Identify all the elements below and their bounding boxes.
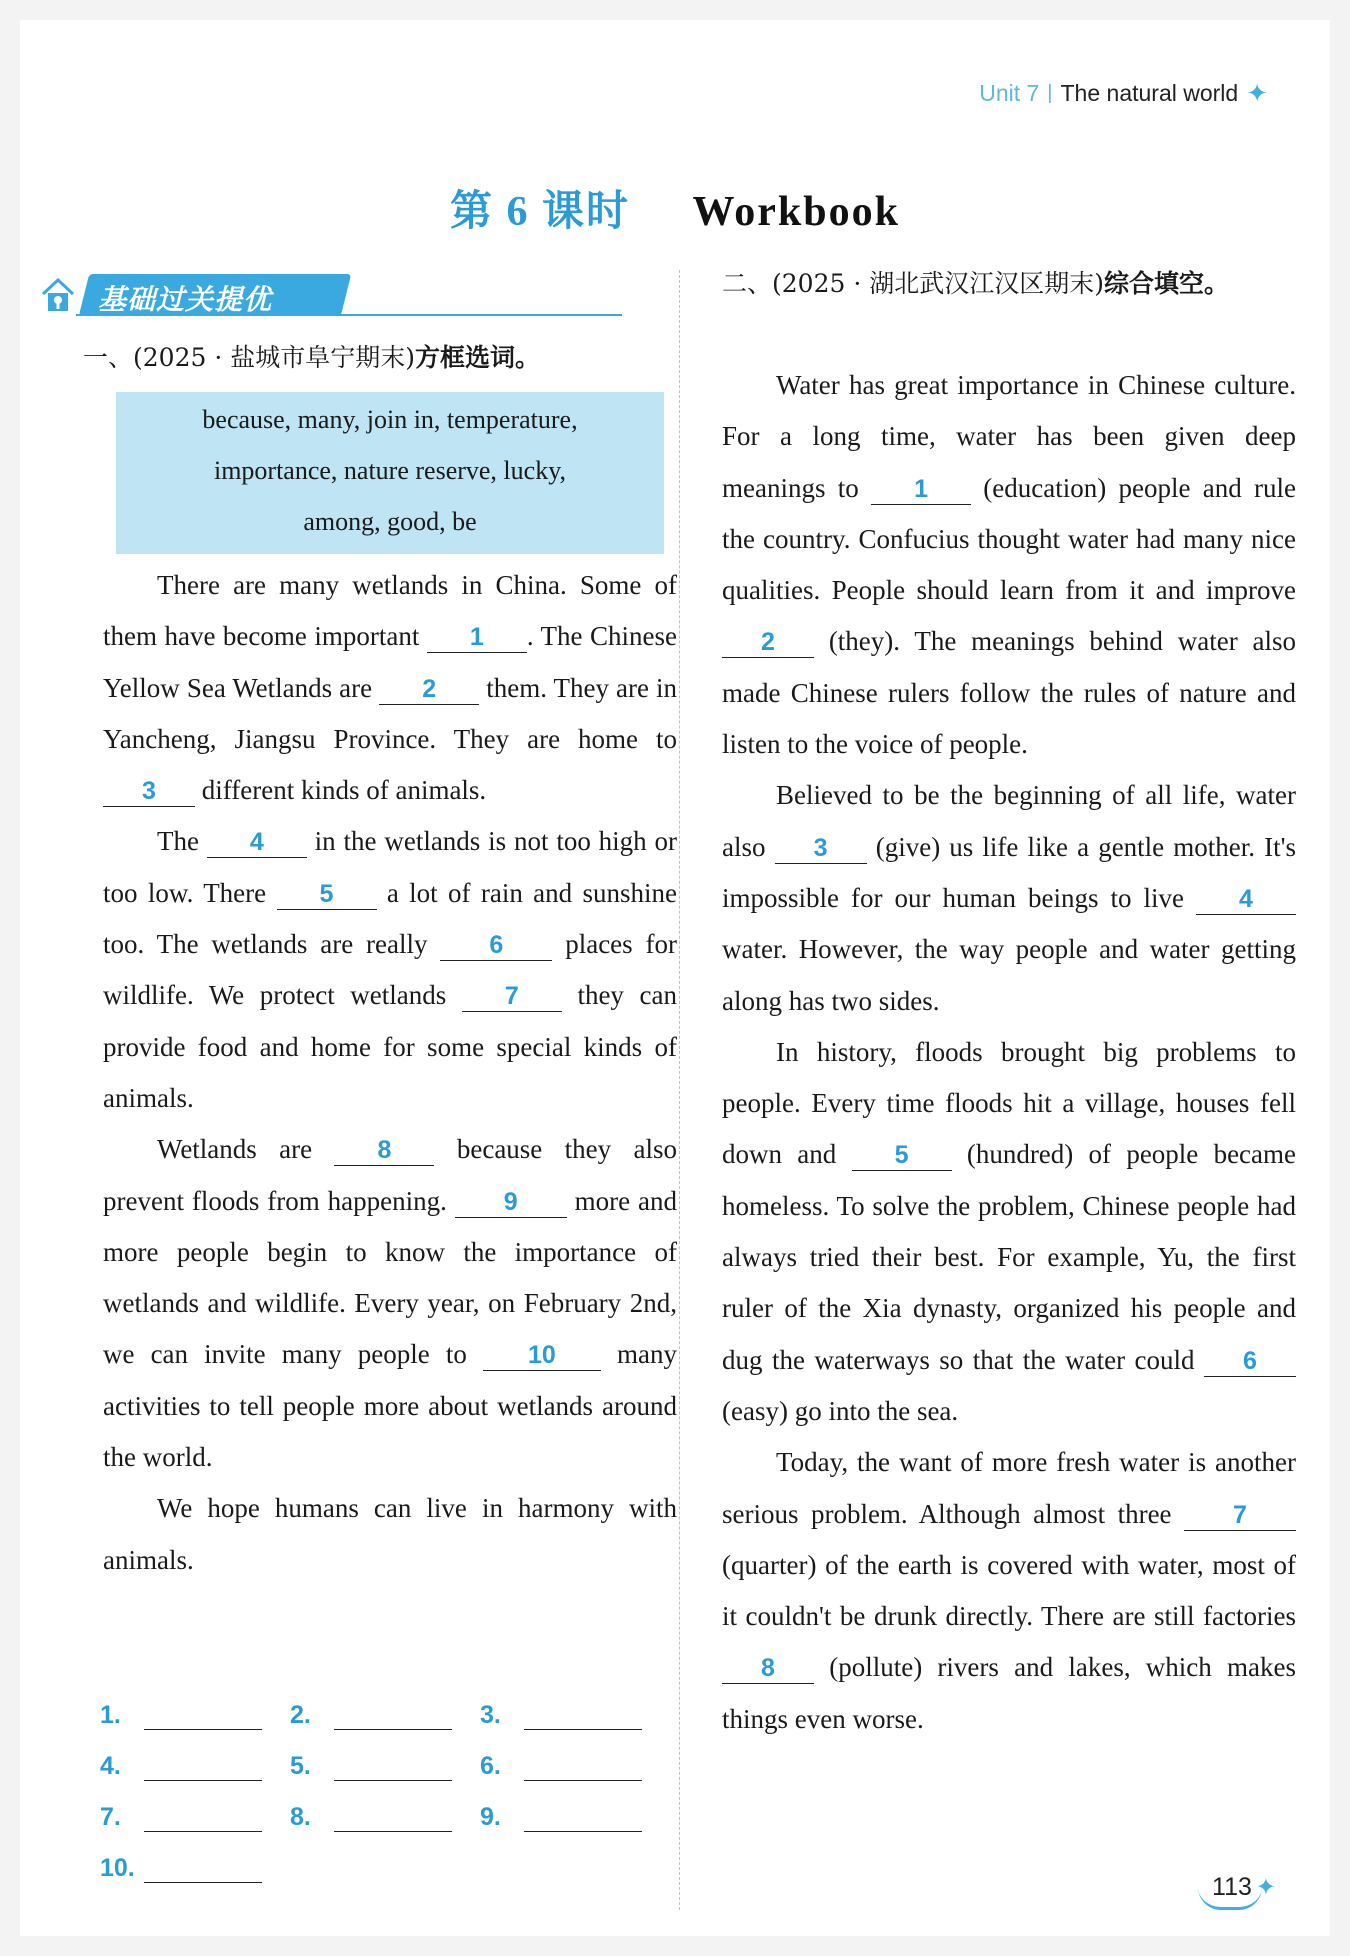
answer-blank[interactable] — [524, 1801, 642, 1832]
header-separator: | — [1047, 82, 1053, 104]
answer-number: 3. — [480, 1701, 501, 1729]
right-question-task: 综合填空。 — [1104, 269, 1230, 298]
answer-line — [100, 1696, 290, 1730]
sparkle-icon: ✦ — [1255, 1874, 1276, 1901]
blank-3[interactable]: 3 — [775, 833, 867, 864]
word-box-line: importance, nature reserve, lucky, — [213, 456, 567, 485]
page-number-text: 113 — [1212, 1873, 1252, 1901]
answer-blank[interactable] — [334, 1699, 452, 1730]
paragraph: The 4 in the wetlands is not too high or too low. There 5 a lot of rain and sunshine too. The wetlands are really 6 places for wildlife. We protect wetlands 7 they can provide food and home for some special kinds of animals. — [103, 826, 678, 1113]
answer-number: 5. — [290, 1752, 311, 1780]
blank-1[interactable]: 1 — [427, 622, 527, 653]
answer-line — [480, 1696, 670, 1730]
left-question-source: (2025 · 盐城市阜宁期末) — [133, 343, 415, 372]
blank-6[interactable]: 6 — [440, 930, 552, 961]
answer-blank[interactable] — [144, 1852, 262, 1883]
sparkle-icon: ✦ — [1246, 78, 1268, 108]
blank-5[interactable]: 5 — [277, 879, 377, 910]
word-box — [116, 392, 664, 554]
banner-label: 基础过关提优 — [98, 283, 273, 316]
house-icon — [40, 276, 76, 314]
blank-6[interactable]: 6 — [1204, 1346, 1296, 1377]
blank-5[interactable]: 5 — [852, 1140, 952, 1171]
paragraph: We hope humans can live in harmony with animals. — [103, 1493, 677, 1575]
left-question-task: 方框选词。 — [415, 343, 541, 372]
unit-label: Unit 7 — [979, 80, 1040, 106]
answer-line — [290, 1696, 480, 1730]
answer-line — [290, 1747, 480, 1781]
blank-7[interactable]: 7 — [1184, 1500, 1296, 1531]
answer-number: 6. — [480, 1752, 501, 1780]
answer-line — [100, 1849, 290, 1883]
paragraph: In history, floods brought big problems to people. Every time floods hit a village, houses fell down and 5 (hundred) of people became homeless. To solve the problem, Chinese people had always tried their best. For example, Yu, the first ruler of the Xia dynasty, organized his people and dug the waterways so that the water could 6 (easy) go into the sea. — [722, 1036, 1297, 1426]
left-passage — [103, 560, 677, 1586]
column-divider — [679, 270, 680, 1910]
answer-line — [290, 1798, 480, 1832]
lesson-name: Workbook — [692, 189, 900, 235]
answer-number: 1. — [100, 1701, 121, 1729]
word-box-line: because, many, join in, temperature, — [202, 405, 578, 434]
running-header — [979, 78, 1268, 109]
answer-number: 9. — [480, 1803, 501, 1831]
paragraph: Today, the want of more fresh water is another serious problem. Although almost three 7 (quarter) of the earth is covered with water, most of it couldn't be drunk directly. There are still factories 8 (pollute) rivers and lakes, which makes things even worse. — [722, 1447, 1296, 1734]
answer-blank[interactable] — [144, 1699, 262, 1730]
answer-line — [100, 1798, 290, 1832]
right-question-heading — [722, 264, 1302, 304]
answer-number: 10. — [100, 1854, 135, 1882]
blank-1[interactable]: 1 — [871, 474, 971, 505]
right-question-number: 二、 — [722, 269, 773, 298]
answer-blank[interactable] — [144, 1750, 262, 1781]
answer-number: 7. — [100, 1803, 121, 1831]
answer-blank[interactable] — [524, 1750, 642, 1781]
page-number — [1212, 1873, 1276, 1902]
blank-9[interactable]: 9 — [455, 1187, 567, 1218]
blank-4[interactable]: 4 — [207, 827, 307, 858]
answer-blank[interactable] — [334, 1801, 452, 1832]
right-question-source: (2025 · 湖北武汉江汉区期末) — [772, 269, 1104, 298]
paragraph: Water has great importance in Chinese culture. For a long time, water has been given deep meanings to 1 (education) people and rule the country. Confucius thought water had many nice qualities. People should learn from it and improve 2 (they). The meanings behind water also made Chinese rulers follow the rules of nature and listen to the voice of people. — [722, 370, 1296, 760]
paragraph: Believed to be the beginning of all life, water also 3 (give) us life like a gentle mother. It's impossible for our human beings to live 4 water. However, the way people and water getting along has two sides. — [722, 780, 1296, 1016]
right-passage — [722, 360, 1296, 1745]
page-title — [20, 178, 1330, 238]
unit-topic: The natural world — [1060, 80, 1239, 106]
blank-4[interactable]: 4 — [1196, 884, 1296, 915]
answer-blank[interactable] — [334, 1750, 452, 1781]
answer-line — [480, 1798, 670, 1832]
answer-blank[interactable] — [524, 1699, 642, 1730]
answer-number: 4. — [100, 1752, 121, 1780]
answer-blank[interactable] — [144, 1801, 262, 1832]
paragraph: There are many wetlands in China. Some of them have become important 1 . The Chinese Yellow Sea Wetlands are 2 them. They are in Yancheng, Jiangsu Province. They are home to 3 different kinds of animals. — [103, 570, 677, 806]
answer-line — [100, 1747, 290, 1781]
blank-2[interactable]: 2 — [379, 674, 479, 705]
blank-8[interactable]: 8 — [722, 1653, 814, 1684]
lesson-number: 第 6 课时 — [450, 189, 631, 235]
answer-number: 8. — [290, 1803, 311, 1831]
word-box-line: among, good, be — [303, 507, 477, 536]
left-question-heading — [83, 338, 663, 378]
blank-8[interactable]: 8 — [334, 1135, 434, 1166]
blank-10[interactable]: 10 — [483, 1340, 601, 1371]
section-banner — [40, 274, 616, 320]
blank-7[interactable]: 7 — [462, 981, 562, 1012]
workbook-page — [20, 20, 1330, 1936]
left-question-number: 一、 — [83, 343, 134, 372]
blank-2[interactable]: 2 — [722, 627, 814, 658]
paragraph: Wetlands are 8 because they also prevent floods from happening. 9 more and more people begin to know the importance of wetlands and wildlife. Every year, on February 2nd, we can invite many people to 10 many activities to tell people more about wetlands around the world. — [103, 1134, 677, 1473]
answer-line — [480, 1747, 670, 1781]
blank-3[interactable]: 3 — [103, 776, 195, 807]
answer-number: 2. — [290, 1701, 311, 1729]
answer-lines — [100, 1696, 660, 1883]
